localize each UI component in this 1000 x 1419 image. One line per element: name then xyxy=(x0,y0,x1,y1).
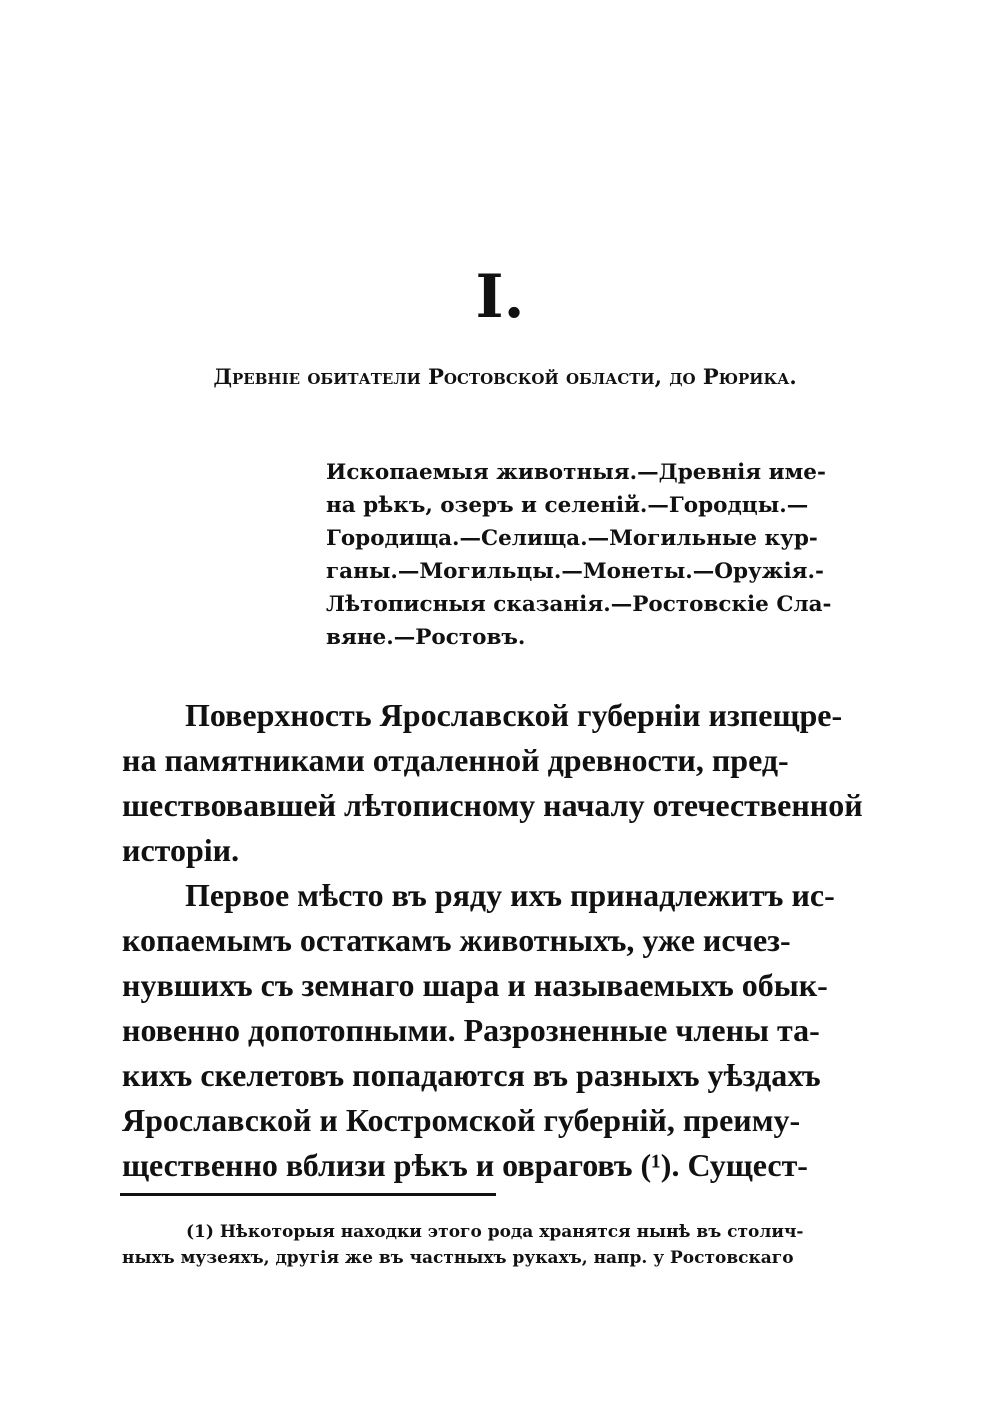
footnote-divider xyxy=(120,1193,496,1196)
synopsis-line: Ископаемыя животныя.—Древнія име- xyxy=(326,460,826,485)
footnote-line: (1) Нѣкоторыя находки этого рода хранятся нынѣ въ столич- xyxy=(186,1222,804,1242)
footnote xyxy=(122,1219,886,1271)
footnote-line: ныхъ музеяхъ, другія же въ частныхъ рукахъ, напр. у Ростовскаго xyxy=(122,1248,794,1268)
paragraph-line: Ярославской и Костромской губерній, преиму- xyxy=(122,1102,801,1138)
chapter-number: I. xyxy=(475,262,525,332)
paragraph-line: кихъ скелетовъ попадаются въ разныхъ уѣздахъ xyxy=(122,1057,821,1093)
paragraph-line: новенно допотопными. Разрозненные члены та- xyxy=(122,1012,820,1048)
synopsis-line: Городища.—Селища.—Могильные кур- xyxy=(326,526,818,551)
paragraph-line: Первое мѣсто въ ряду ихъ принадлежитъ ис- xyxy=(185,877,835,913)
synopsis-line: Лѣтописныя сказанія.—Ростовскіе Сла- xyxy=(326,592,832,617)
paragraph-line: щественно вблизи рѣкъ и овраговъ (¹). Сущест- xyxy=(122,1147,808,1183)
chapter-title: Древніе обитатели Ростовской области, до Рюрика. xyxy=(213,364,797,389)
paragraph-line: нувшихъ съ земнаго шара и называемыхъ обык- xyxy=(122,967,828,1003)
synopsis-line: на рѣкъ, озеръ и селеній.—Городцы.— xyxy=(326,493,809,518)
paragraph-line: Поверхность Ярославской губерніи изпещре- xyxy=(185,697,843,733)
paragraph-line: на памятниками отдаленной древности, пред- xyxy=(122,742,789,778)
body-text xyxy=(122,693,886,1188)
paragraph-line: исторіи. xyxy=(122,832,240,868)
synopsis-line: ганы.—Могильцы.—Монеты.—Оружія.- xyxy=(326,559,824,584)
paragraph-line: копаемымъ остаткамъ животныхъ, уже исчез- xyxy=(122,922,791,958)
chapter-synopsis xyxy=(326,456,886,654)
synopsis-line: вяне.—Ростовъ. xyxy=(326,625,526,650)
paragraph-line: шествовавшей лѣтописному началу отечественной xyxy=(122,787,863,823)
